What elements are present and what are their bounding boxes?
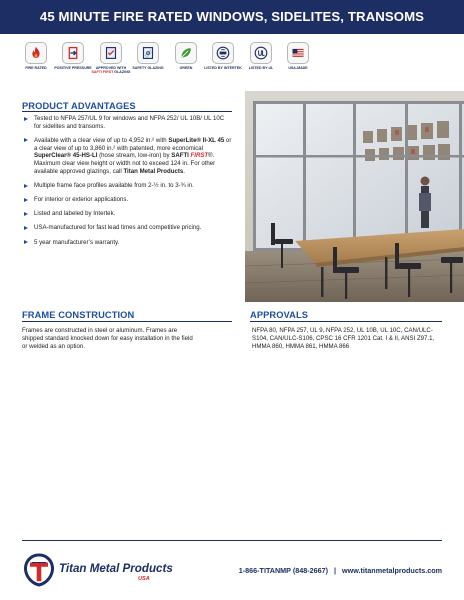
contact-info bbox=[239, 566, 442, 575]
product-photo bbox=[245, 91, 464, 302]
badge-intertek bbox=[203, 42, 243, 70]
list-item: Available with a clear view of up to 4,952 in.² with SuperLite® II-XL 45 or a clear view of up to 3,860 in.² with patented, more economical SuperClear® 45-HS-LI (hose stream, low-iron) by SAFTI FIRST®. Maximum clear view height or width not to exceed 124 in. For other available approved glazings, call Titan Metal Products. bbox=[22, 137, 232, 176]
list-item: For interior or exterior applications. bbox=[22, 196, 248, 204]
flame-icon bbox=[25, 42, 47, 64]
badge-label: POSITIVE PRESSURE bbox=[54, 66, 92, 70]
badge-green bbox=[166, 42, 206, 70]
brand-name: Titan Metal Products bbox=[59, 562, 173, 575]
badge-label: FIRE RATED bbox=[25, 66, 47, 70]
badge-label: LISTED BY INTERTEK bbox=[204, 66, 242, 70]
badge-safety-glazing bbox=[128, 42, 168, 70]
section-rule bbox=[250, 321, 442, 322]
list-item: USA-manufactured for fast lead times and competitive pricing. bbox=[22, 224, 248, 232]
page-title: 45 MINUTE FIRE RATED WINDOWS, SIDELITES, TRANSOMS bbox=[39, 9, 425, 24]
safety-glazing-approved-icon bbox=[100, 42, 122, 64]
list-item: Multiple frame face profiles available from 2-½ in. to 3-¾ in. bbox=[22, 182, 248, 190]
phone-number: 1-866-TITANMP (848-2667) bbox=[238, 566, 328, 575]
brand-usa: USA bbox=[138, 576, 150, 582]
badge-fire-rated bbox=[16, 42, 56, 70]
usa-made-icon bbox=[287, 42, 309, 64]
section-rule bbox=[22, 111, 232, 112]
green-leaf-icon bbox=[175, 42, 197, 64]
positive-pressure-icon bbox=[62, 42, 84, 64]
list-item: 5 year manufacturer’s warranty. bbox=[22, 239, 248, 247]
badge-label: GREEN bbox=[179, 66, 193, 70]
footer-rule bbox=[22, 540, 442, 541]
badge-label: APPROVED WITH SAFTI FIRST GLAZING bbox=[91, 66, 131, 75]
badge-label: LISTED BY UL bbox=[248, 66, 274, 70]
safety-glazing-icon bbox=[137, 42, 159, 64]
ul-listed-icon bbox=[250, 42, 272, 64]
titan-logo bbox=[22, 552, 202, 590]
product-advantages-list bbox=[22, 115, 248, 253]
badge-usa-made bbox=[278, 42, 318, 70]
badge-ul bbox=[241, 42, 281, 70]
frame-construction-text: Frames are constructed in steel or aluminum. Frames are shipped standard knocked down for easy installation in the field or welded as an option. bbox=[22, 327, 193, 350]
separator: | bbox=[334, 566, 337, 575]
approvals-heading: APPROVALS bbox=[250, 310, 309, 320]
badge-label: SAFETY GLAZING bbox=[132, 66, 164, 70]
badge-label: USA-MADE bbox=[288, 66, 308, 70]
intertek-icon bbox=[212, 42, 234, 64]
list-item: Listed and labeled by Intertek. bbox=[22, 210, 248, 218]
feature-badges bbox=[16, 42, 456, 82]
section-rule bbox=[22, 321, 232, 322]
badge-positive-pressure bbox=[53, 42, 93, 70]
badge-approved-glazing bbox=[91, 42, 131, 75]
approvals-text: NFPA 80, NFPA 257, UL 9, NFPA 252, UL 10B, UL 10C, CAN/ULC-S104, CAN/ULC-S106, CPSC 16 CFR 1201 Cat. I & II, ANSI Z97.1, HMMA 860, HMMA 861, HMMA 866 bbox=[252, 327, 435, 350]
website-link[interactable]: www.titanmetalproducts.com bbox=[342, 566, 442, 575]
titan-emblem-icon bbox=[22, 552, 56, 588]
list-item: Tested to NFPA 257/UL 9 for windows and NFPA 252/ UL 10B/ UL 10C for sidelites and transoms. bbox=[22, 115, 227, 131]
frame-construction-heading: FRAME CONSTRUCTION bbox=[22, 310, 135, 320]
product-advantages-heading: PRODUCT ADVANTAGES bbox=[22, 101, 136, 111]
